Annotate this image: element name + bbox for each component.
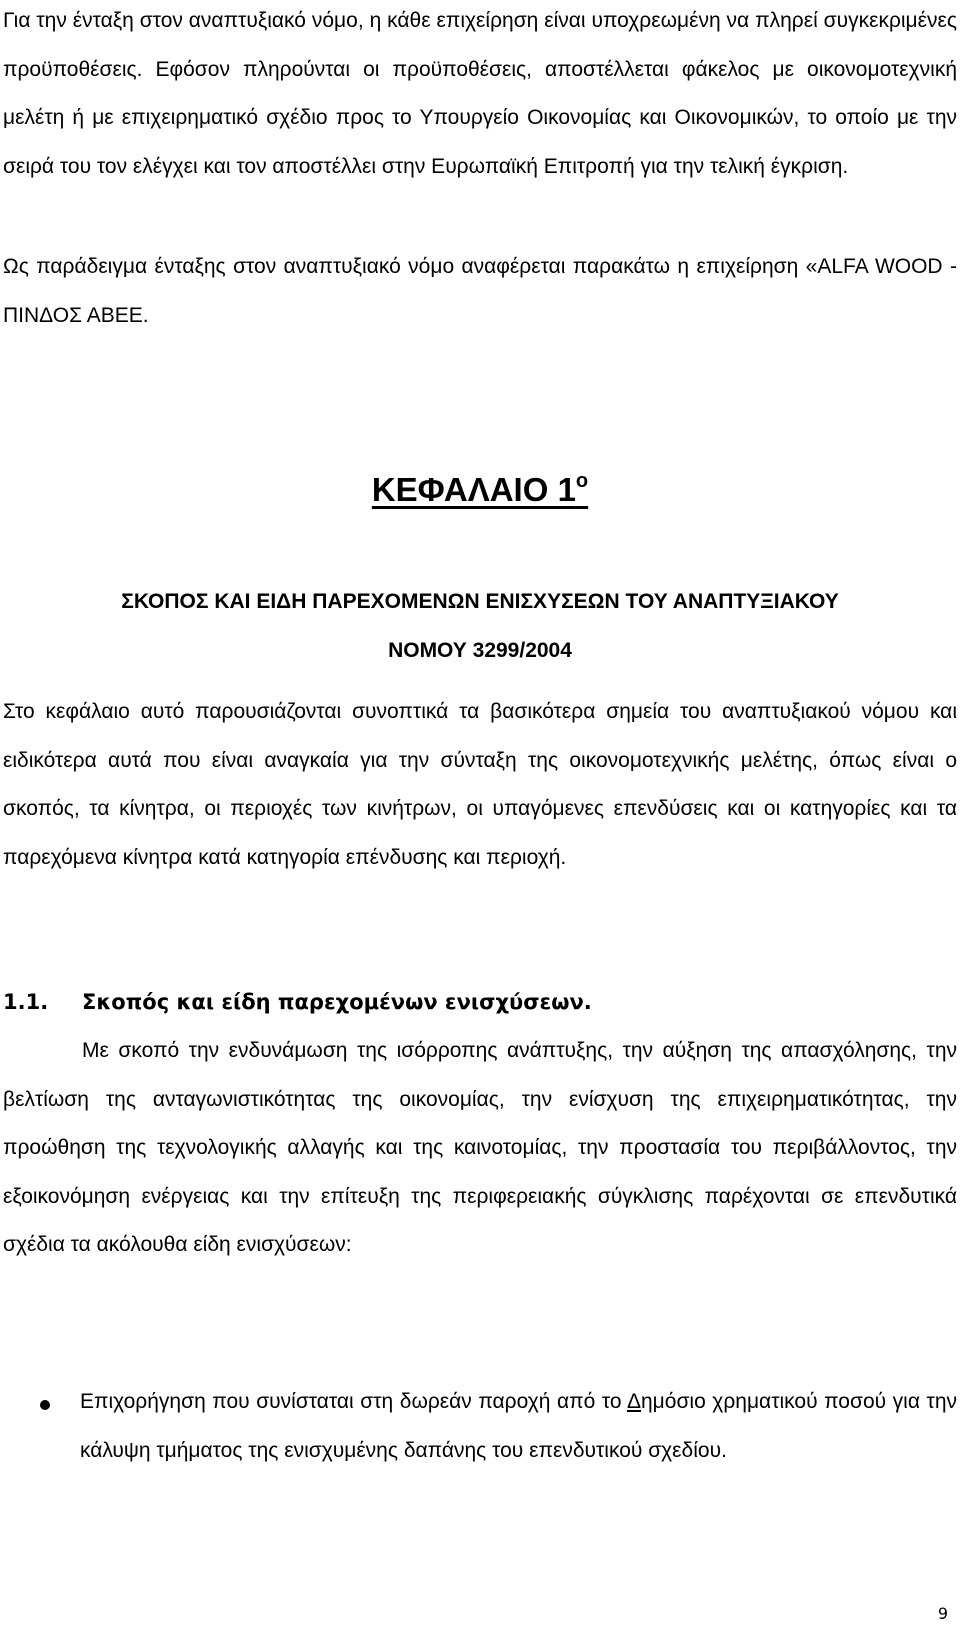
bullet-text-end: ημόσιο χρηματικού ποσού για την κάλυψη τμήματος της ενισχυμένης δαπάνης του επενδυτικού σχεδίου. [80,1390,957,1462]
section-number: 1.1. [3,990,49,1014]
bullet-text-underlined: Δ [626,1390,641,1413]
chapter-subtitle-line1: ΣΚΟΠΟΣ ΚΑΙ ΕΙΔΗ ΠΑΡΕΧΟΜΕΝΩΝ ΕΝΙΣΧΥΣΕΩΝ ΤΟΥ ΑΝΑΠΤΥΞΙΑΚΟΥ [121,590,839,613]
section-title: Σκοπός και είδη παρεχομένων ενισχύσεων. [82,990,592,1014]
bullet-dot-icon [40,1400,50,1410]
bullet-text [80,1378,957,1475]
section-heading [3,978,592,1026]
page-number: 9 [937,1604,948,1623]
chapter-intro-paragraph: Στο κεφάλαιο αυτό παρουσιάζονται συνοπτικά τα βασικότερα σημεία του αναπτυξιακού νόμου και ειδικότερα αυτά που είναι αναγκαία για την σύνταξη της οικονομοτεχνικής μελέτης, όπως είναι ο σκοπός, τα κίνητρα, οι περιοχές των κινήτρων, οι υπαγόμενες επενδύσεις και οι κατηγορίες και τα παρεχόμενα κίνητρα κατά κατηγορία επένδυσης και περιοχή. [3,700,957,869]
section-paragraph: Με σκοπό την ενδυνάμωση της ισόρροπης ανάπτυξης, την αύξηση της απασχόλησης, την βελτίωση της ανταγωνιστικότητας της οικονομίας, την ενίσχυση της επιχειρηματικότητας, την προώθηση της τεχνολογικής αλλαγής και της καινοτομίας, την προστασία του περιβάλλοντος, την εξοικονόμηση ενέργειας και την επίτευξη της περιφερειακής σύγκλισης παρέχονται σε επενδυτικά σχέδια τα ακόλουθα είδη ενισχύσεων: [3,1039,957,1256]
chapter-subtitle [0,578,960,675]
chapter-title-ordinal: ο [575,470,589,492]
chapter-title-text: ΚΕΦΑΛΑΙΟ 1 [371,471,576,508]
example-paragraph: Ως παράδειγμα ένταξης στον αναπτυξιακό νόμο αναφέρεται παρακάτω η επιχείρηση «ALFA WOOD - ΠΙΝΔΟΣ ΑΒΕΕ. [3,255,957,327]
intro-paragraph: Για την ένταξη στον αναπτυξιακό νόμο, η κάθε επιχείρηση είναι υποχρεωμένη να πληρεί συγκεκριμένες προϋποθέσεις. Εφόσον πληρούνται οι προϋποθέσεις, αποστέλλεται φάκελος με οικονομοτεχνική μελέτη ή με επιχειρηματικό σχέδιο προς το Υπουργείο Οικονομίας και Οικονομικών, το οποίο με την σειρά του τον ελέγχει και τον αποστέλλει στην Ευρωπαϊκή Επιτροπή για την τελική έγκριση. [3,9,957,178]
chapter-subtitle-line2: ΝΟΜΟΥ 3299/2004 [388,638,572,662]
bullet-text-start: Επιχορήγηση που συνίσταται στη δωρεάν παροχή από το [80,1390,627,1413]
chapter-title [0,470,960,509]
